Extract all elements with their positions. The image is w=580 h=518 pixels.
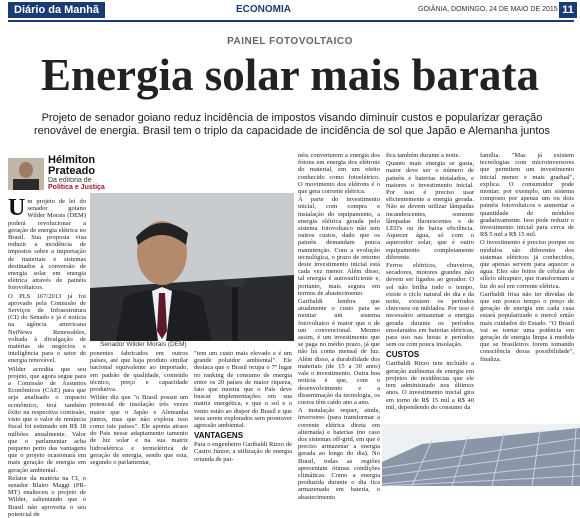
article-kicker: PAINEL FOTOVOLTAICO [227,36,353,47]
header-rule [8,20,574,22]
article-column-4: néis converterem a energia dos fótons em energia dos elétrons do material, em um efeito conhecido como fotoelétrico. O movimento dos elétrons é o que gera corrente elétrica. À parte do investimento inicial, com compra e instalação do equipamento, a energia elétrica gerada pelo sistema fotovoltaico não tem outros custos, dado que os painéis demandam pouca manutenção. Com a evolução tecnológica, o prazo de retorno deste investimento inicial está cada vez menor. Além disso, tal energia é autossuficiente e, portanto, mais segura em termos de abastecimento. Garibaldi lembra que atualmente o custo para se montar um sistema fotovoltaico é maior que o de um convencional. Mesmo assim, é um investimento que se paga no médio prazo, já que não há conta mensal de luz. Além disso, a durabilidade dos materiais (de 15 a 30 anos) vale o investimento. Outra boa notícia é que, com o desenvolvimento e a disseminação da tecnologia, os custos têm caído ano a ano. A instalação requer, ainda, inversores (para transformar a corrente elétrica direta em alternada) e baterias (no caso dos sistemas off-grid, em que é preciso armazenar a energia gerada ao longo do dia). No Brasil, todas as regiões apresentam ótimas condições climáticas. Como a energia produzida durante o dia fica armazenada em bateria, o abastecimento [298,152,380,501]
article-column-6: família. "Mas já existem tecnologias com microinversores que permitem um investimento inicial menor e mais gradual", explica. O consumidor pode montar, por exemplo, um sistema composto por apenas um ou dois painéis fotovoltaicos e aumentar a quantidade de módulos gradativamente. Isso pode reduzir o investimento inicial para cerca de R$ 5 mil a R$ 15 mil. O investimento é preciso porque os módulos são diferentes dos sistemas elétricos já conhecidos, que apenas servem para aquecer a água. Eles são feitos de células de silício ultrapuro, que transformam a luz do sol em corrente elétrica. Garibaldi frisa não ter dúvidas de que em pouco tempo o preço de geração de energia em cada casa estará popularizado e mercê então mais cuidados do Estado. "O Brasil vai se tornar uma potência em geração de energia limpa à medida que se brasileiros forem tomando consciência dessa possibilidade", finaliza. [480,152,574,363]
article-column-2: ponentes fabricados em outros países, até que haja produto similar nacional equivalente ao importado, em padrão de qualidade, conteúdo técnico, preço e capacidade produtiva. Wilder diz que "o Brasil possui um potencial de insolação três vezes maior que o Japão e Alemanha juntos, mas que não explora isso como tais países". Ele aponta atraso do País nesse adaptamento tamento de luz solar e na sua matriz hidroelétrica e termelétrica de geração de energia, sendo que esta, segundo o parlamentar, [90,350,188,467]
solar-panels-photo [382,424,580,486]
article-column-5: fica também durante a noite. Quanto mais energia se gasta, maior deve ser o número de painéis e baterias instalados, e maiores o investimento inicial. Por isso é preciso usar eficientemente a energia gerada. Não se devem utilizar lâmpadas incandescentes, somente lâmpadas fluorescentes e de LED's ou de baixa eficiência. Aquecer água, só com o aquecedor solar, que é outro equipamento completamente diferente. Ferros elétricos, chuveiros, secadores, motores grandes não devem ser ligados ao gerador. O sol não brilha todo o tempo, existe o ciclo natural do dia e da noite, existem os períodos chuvosos ou nublados. Por isso é necessário armazenar a energia gerada durante os períodos ensolarados em baterias elétricas, para uso nas horas e períodos sem ou com pouca insolação. CUSTOS Garibaldi Rizzo tem incluído a geração autônoma de energia em projetos de residências que ele tem administrado nos últimos anos. O investimento inicial gira em torno de R$ 15 mil a R$ 40 mil, dependendo do consumo da [386,152,474,411]
page-header [0,0,580,22]
author-desk-label: Da editoria de [48,177,92,184]
article-column-1: Um projeto de lei do senador goiano Wilder Morais (DEM) poderá revolucionar a geração de energia elétrica no Brasil. Sua proposta visa reduzir a incidência de impostos sobre a importação de materiais e sistemas destinados à conversão de energia solar em energia elétrica através de painéis fotovoltaicos. O PLS 167/2013 já foi aprovado pela Comissão de Serviços de Infraestrutura (CI) do Senado e já é notícia na agência americana NetNews Renewables, voltada à divulgação de matérias de negócios e inteligência para o setor de energia renovável. Wilder acredita que seu projeto, que agora segue para a Comissão de Assuntos Econômicos (CAE) para que seja analisado o impacto econômico, terá também êxito na respectiva comissão, visto que o valor de renúncia fiscal foi estimado em R$ 18 milhões anualmente. Valor que o parlamentar acha pequeno perto das vantagens que o projeto ocasionará em mais geração de energia em geração ambiental. Relator da matéria na CI, o senador Blairo Maggi (PR-MT) enalteceu o projeto de Wilder, salientando que o Brasil não aproveita o seu potencial de [8,195,86,518]
author-avatar [8,158,44,190]
photo-caption: Senador Wilder Morais (DEM) [100,341,187,348]
newspaper-logo: Diário da Manhã [8,2,105,18]
author-name: Hélmiton Prateado [48,154,96,177]
drop-cap: U [8,195,26,221]
section-label: ECONOMIA [236,4,291,15]
page-number: 11 [559,2,577,18]
senator-photo [90,193,294,341]
subhead-custos: CUSTOS [386,350,420,360]
article-headline: Energia solar mais barata [41,50,539,100]
author-desk-name: Política e Justiça [48,184,105,191]
article-deck: Projeto de senador goiano reduz incidência de impostos visando diminuir custos e popularizar geração renovável de energia. Brasil tem o triplo da capacidade de incidência de sol que Japão e Alemanha juntos [33,112,551,137]
subhead-vantagens: VANTAGENS [194,431,244,441]
dateline: GOIÂNIA, DOMINGO, 24 DE MAIO DE 2015 [418,6,558,13]
article-column-3: "tem um custo mais elevado e é um grande poluidor ambiental". Ele destaca que o Brasil ocupa o 7º lugar no ranking de consumo de energia entre os 20 países de maior riqueza, fato que mostra que o País deve buscar implementações em sua matriz energética, e que o sol e o vento estão ao dispor do Brasil e que seus serem explorados sem promover agressão ambiental. VANTAGENS Para o engenheiro Garibaldi Rizzo de Castro Júnior, a utilização de energia oriunda de pai- [194,350,292,463]
